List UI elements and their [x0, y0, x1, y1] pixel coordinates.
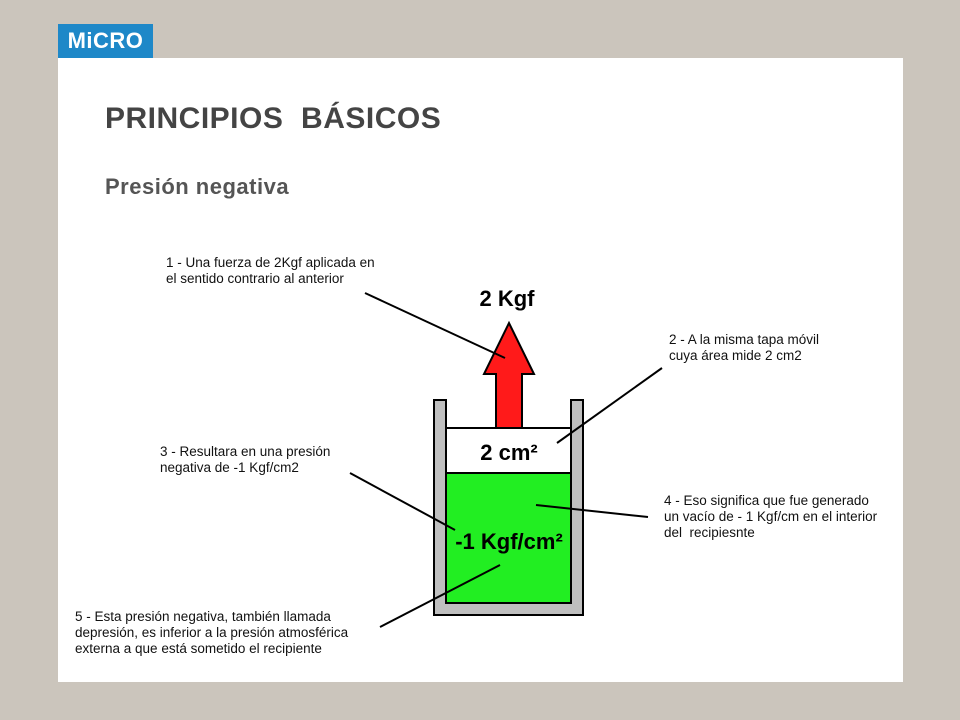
slide-title: PRINCIPIOS BÁSICOS	[105, 102, 442, 135]
annotation-2: 2 - A la misma tapa móvil cuya área mide 2 cm2	[669, 332, 820, 363]
annotation-5: 5 - Esta presión negativa, también llamada depresión, es inferior a la presión atmosférica externa a que está sometido el recipiente	[75, 609, 349, 656]
slide-subtitle: Presión negativa	[105, 174, 290, 199]
force-label: 2 Kgf	[479, 286, 535, 311]
area-label: 2 cm²	[480, 440, 538, 465]
micro-logo: MiCRO	[58, 24, 153, 58]
annotation-4: 4 - Eso significa que fue generado un vacío de - 1 Kgf/cm en el interior del recipiesnte	[664, 493, 878, 540]
pressure-label: -1 Kgf/cm²	[455, 529, 563, 554]
force-arrow	[484, 323, 534, 428]
annotation-3: 3 - Resultara en una presión negativa de -1 Kgf/cm2	[160, 444, 331, 475]
annotation-1: 1 - Una fuerza de 2Kgf aplicada en el sentido contrario al anterior	[166, 255, 375, 286]
